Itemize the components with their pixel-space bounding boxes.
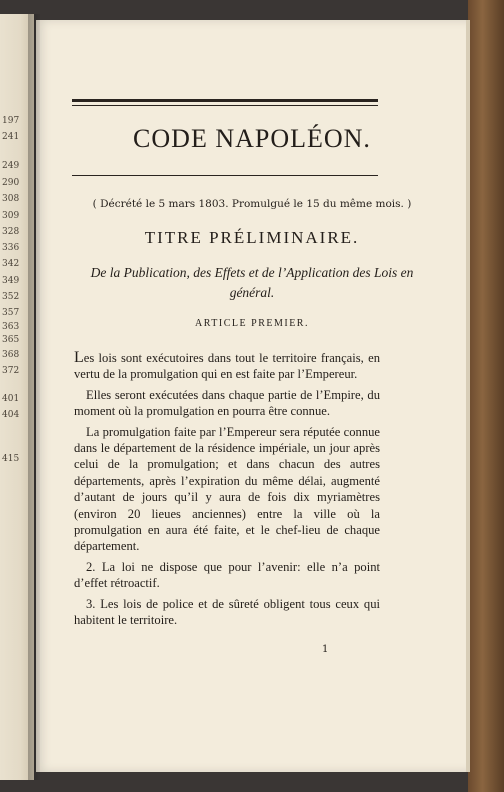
margin-number: 365 xyxy=(2,335,20,345)
margin-number: 349 xyxy=(2,276,20,286)
margin-number: 336 xyxy=(2,243,20,253)
margin-number: 363 xyxy=(2,322,20,332)
article-heading: ARTICLE PREMIER. xyxy=(195,318,309,329)
margin-number: 308 xyxy=(2,194,20,204)
paragraph-text: es lois sont exécutoires dans tout le territoire français, en vertu de la promulgation qui en est faite par l’Empereur. xyxy=(74,351,380,382)
margin-number: 290 xyxy=(2,178,20,188)
margin-number: 368 xyxy=(2,350,20,360)
decree-note: ( Décrété le 5 mars 1803. Promulgué le 15 du même mois. ) xyxy=(92,198,412,210)
top-rule-thin xyxy=(72,105,378,106)
paragraph: La promulgation faite par l’Empereur sera réputée connue dans le département de la résidence impériale, un jour après celui de la promulgation; et dans chacun des autres départements, après l’expiration du même délai, augmenté d’autant de jours qu’il y aura de fois dix myriamètres (environ 20 lieues anciennes) entre la ville où la promulgation en aura été faite, et le chef-lieu de chaque département. xyxy=(74,424,380,554)
margin-number: 309 xyxy=(2,211,20,221)
section-heading: TITRE PRÉLIMINAIRE. xyxy=(144,228,360,247)
margin-number: 352 xyxy=(2,292,20,302)
margin-number: 404 xyxy=(2,410,20,420)
paragraph: 2. La loi ne dispose que pour l’avenir: elle n’a point d’effet rétroactif. xyxy=(74,559,380,591)
margin-number: 342 xyxy=(2,259,20,269)
top-rule-thick xyxy=(72,99,378,102)
paragraph xyxy=(74,350,380,383)
section-subtitle: De la Publication, des Effets et de l’Application des Lois en général. xyxy=(90,265,414,300)
book-cover-board xyxy=(468,0,504,792)
paragraph: Elles seront exécutées dans chaque partie de l’Empire, du moment où la promulgation en pourra être connue. xyxy=(74,387,380,419)
margin-number: 401 xyxy=(2,394,20,404)
title-rule xyxy=(72,175,378,176)
page-folio: 1 xyxy=(322,644,329,655)
margin-number: 357 xyxy=(2,308,20,318)
margin-number: 328 xyxy=(2,227,20,237)
margin-number: 415 xyxy=(2,454,20,464)
initial-letter: L xyxy=(74,349,84,366)
page-title: CODE NAPOLÉON. xyxy=(133,124,371,153)
margin-number: 197 xyxy=(2,116,20,126)
margin-number: 249 xyxy=(2,161,20,171)
margin-number: 372 xyxy=(2,366,20,376)
paragraph: 3. Les lois de police et de sûreté obligent tous ceux qui habitent le territoire. xyxy=(74,596,380,628)
article-body xyxy=(74,350,380,633)
margin-number: 241 xyxy=(2,132,20,142)
